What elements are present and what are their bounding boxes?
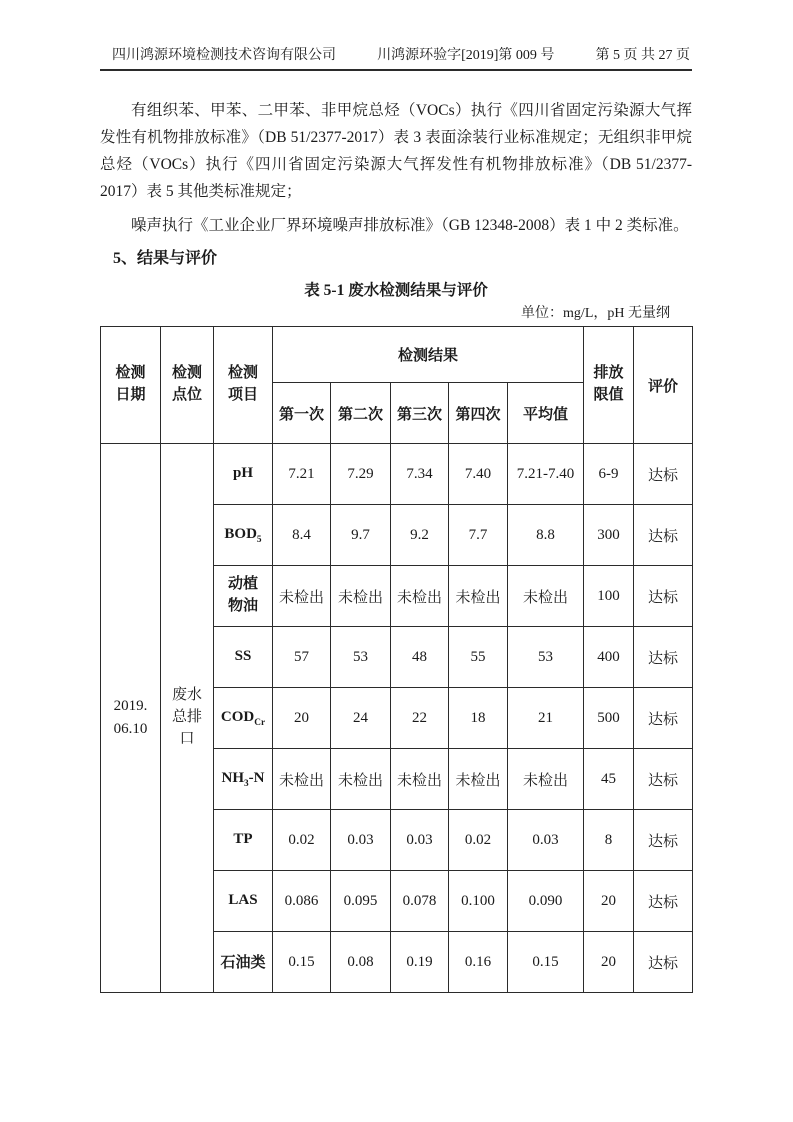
evaluation-cell: 达标 (634, 566, 693, 627)
result-cell: 未检出 (331, 749, 391, 810)
result-cell: 8.4 (273, 505, 331, 566)
col-header-run-4: 第四次 (449, 383, 508, 444)
parameter-name-cell: TP (214, 810, 273, 871)
parameter-name-cell: pH (214, 444, 273, 505)
average-cell: 7.21-7.40 (508, 444, 584, 505)
limit-cell: 500 (584, 688, 634, 749)
sample-date-cell: 2019. 06.10 (101, 444, 161, 993)
result-cell: 9.7 (331, 505, 391, 566)
parameter-name-cell: $COD_{Cr}$ (214, 688, 273, 749)
result-cell: 0.03 (391, 810, 449, 871)
col-header-run-1: 第一次 (273, 383, 331, 444)
result-cell: 7.29 (331, 444, 391, 505)
average-cell: 53 (508, 627, 584, 688)
col-header-run-2: 第二次 (331, 383, 391, 444)
average-cell: 0.03 (508, 810, 584, 871)
result-cell: 0.095 (331, 871, 391, 932)
average-cell: 未检出 (508, 566, 584, 627)
limit-cell: 8 (584, 810, 634, 871)
result-cell: 48 (391, 627, 449, 688)
paragraph-voc-standard: 有组织苯、甲苯、二甲苯、非甲烷总烃（VOCs）执行《四川省固定污染源大气挥发性有机物排放标准》（DB 51/2377-2017）表 3 表面涂装行业标准规定；无组织非甲烷总烃（VOCs）执行《四川省固定污染源大气挥发性有机物排放标准》（DB 51/2377-2017）表 5 其他类标准规定； (100, 102, 692, 200)
doc-number: 川鸿源环验字[2019]第 009 号 (377, 48, 555, 63)
limit-cell: 300 (584, 505, 634, 566)
limit-cell: 100 (584, 566, 634, 627)
col-header-results: 检测结果 (273, 327, 584, 383)
average-cell: 8.8 (508, 505, 584, 566)
result-cell: 未检出 (449, 749, 508, 810)
limit-cell: 45 (584, 749, 634, 810)
wastewater-results-table (100, 326, 693, 993)
parameter-name-cell: 动植物油 (214, 566, 273, 627)
result-cell: 未检出 (449, 566, 508, 627)
result-cell: 未检出 (273, 566, 331, 627)
result-cell: 9.2 (391, 505, 449, 566)
limit-cell: 20 (584, 932, 634, 993)
unit-note: 单位：mg/L，pH 无量纲 (521, 306, 670, 321)
parameter-name-cell: SS (214, 627, 273, 688)
col-header-run-3: 第三次 (391, 383, 449, 444)
parameter-name-cell: $BOD_5$ (214, 505, 273, 566)
result-cell: 55 (449, 627, 508, 688)
table-title: 表 5-1 废水检测结果与评价 (304, 282, 488, 299)
evaluation-cell: 达标 (634, 505, 693, 566)
evaluation-cell: 达标 (634, 932, 693, 993)
evaluation-cell: 达标 (634, 627, 693, 688)
parameter-name-cell: $NH_3-N$ (214, 749, 273, 810)
parameter-name-cell: 石油类 (214, 932, 273, 993)
average-cell: 0.15 (508, 932, 584, 993)
col-header-item: 检测项目 (214, 327, 273, 444)
result-cell: 0.100 (449, 871, 508, 932)
result-cell: 7.34 (391, 444, 449, 505)
section-heading: 5、结果与评价 (113, 250, 218, 267)
col-header-location: 检测点位 (161, 327, 214, 444)
header-row-top (101, 327, 693, 383)
evaluation-cell: 达标 (634, 444, 693, 505)
company-name: 四川鸿源环境检测技术咨询有限公司 (112, 48, 336, 63)
parameter-name-cell: LAS (214, 871, 273, 932)
result-cell: 57 (273, 627, 331, 688)
limit-cell: 6-9 (584, 444, 634, 505)
result-cell: 0.08 (331, 932, 391, 993)
evaluation-cell: 达标 (634, 749, 693, 810)
result-cell: 0.078 (391, 871, 449, 932)
col-header-evaluation: 评价 (634, 327, 693, 444)
evaluation-cell: 达标 (634, 688, 693, 749)
result-cell: 0.19 (391, 932, 449, 993)
evaluation-cell: 达标 (634, 871, 693, 932)
result-cell: 7.40 (449, 444, 508, 505)
paragraph-noise-standard: 噪声执行《工业企业厂界环境噪声排放标准》（GB 12348-2008）表 1 中 2 类标准。 (131, 217, 689, 234)
result-cell: 0.03 (331, 810, 391, 871)
result-cell: 未检出 (391, 566, 449, 627)
limit-cell: 20 (584, 871, 634, 932)
result-cell: 未检出 (391, 749, 449, 810)
evaluation-cell: 达标 (634, 810, 693, 871)
average-cell: 21 (508, 688, 584, 749)
result-cell: 7.21 (273, 444, 331, 505)
average-cell: 未检出 (508, 749, 584, 810)
col-header-average: 平均值 (508, 383, 584, 444)
result-cell: 0.16 (449, 932, 508, 993)
result-cell: 53 (331, 627, 391, 688)
result-cell: 18 (449, 688, 508, 749)
result-cell: 0.15 (273, 932, 331, 993)
result-cell: 7.7 (449, 505, 508, 566)
result-cell: 未检出 (273, 749, 331, 810)
page-header (100, 46, 692, 71)
sample-location-cell: 废水总排口 (161, 444, 214, 993)
table-row-ph (101, 444, 693, 505)
col-header-date: 检测日期 (101, 327, 161, 444)
result-cell: 0.02 (449, 810, 508, 871)
col-header-limit: 排放限值 (584, 327, 634, 444)
average-cell: 0.090 (508, 871, 584, 932)
result-cell: 未检出 (331, 566, 391, 627)
result-cell: 0.02 (273, 810, 331, 871)
result-cell: 22 (391, 688, 449, 749)
result-cell: 0.086 (273, 871, 331, 932)
page-indicator: 第 5 页 共 27 页 (595, 48, 690, 63)
result-cell: 24 (331, 688, 391, 749)
result-cell: 20 (273, 688, 331, 749)
limit-cell: 400 (584, 627, 634, 688)
